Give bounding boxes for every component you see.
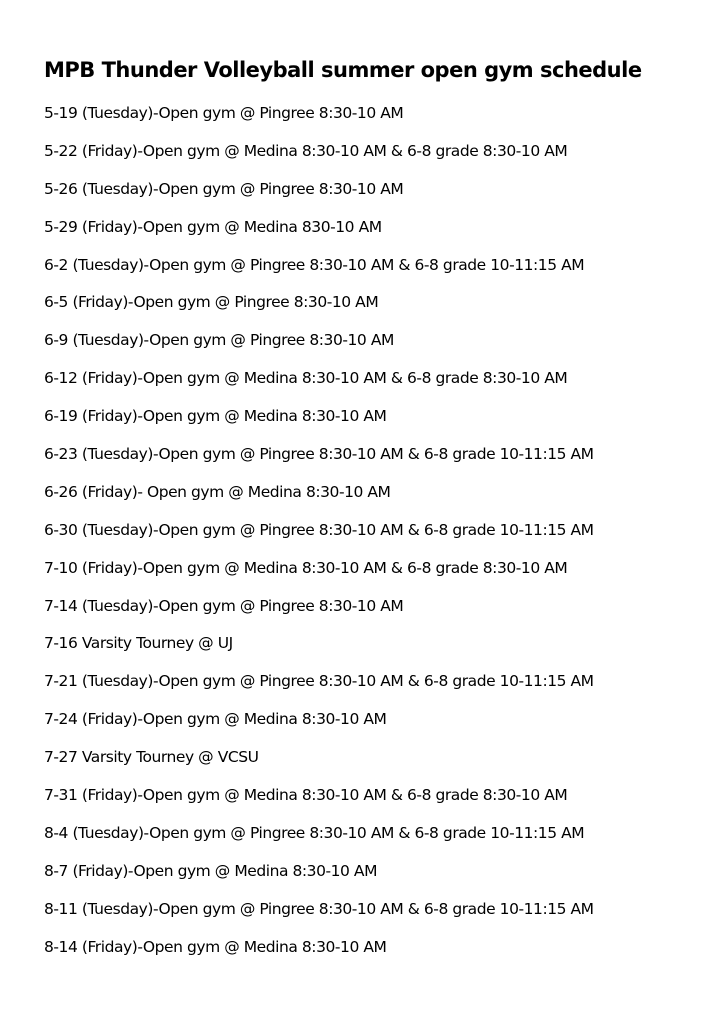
schedule-entry: 5-29 (Friday)-Open gym @ Medina 830-10 AM bbox=[44, 217, 382, 236]
schedule-entry: 8-11 (Tuesday)-Open gym @ Pingree 8:30-10 AM & 6-8 grade 10-11:15 AM bbox=[44, 899, 594, 918]
schedule-entry: 5-19 (Tuesday)-Open gym @ Pingree 8:30-10 AM bbox=[44, 104, 404, 122]
schedule-entry: 7-10 (Friday)-Open gym @ Medina 8:30-10 AM & 6-8 grade 8:30-10 AM bbox=[44, 558, 568, 577]
schedule-entry: 8-14 (Friday)-Open gym @ Medina 8:30-10 AM bbox=[44, 937, 387, 956]
schedule-entry: 7-31 (Friday)-Open gym @ Medina 8:30-10 AM & 6-8 grade 8:30-10 AM bbox=[44, 786, 568, 805]
schedule-entry: 7-21 (Tuesday)-Open gym @ Pingree 8:30-10 AM & 6-8 grade 10-11:15 AM bbox=[44, 672, 594, 691]
schedule-entry: 8-4 (Tuesday)-Open gym @ Pingree 8:30-10 AM & 6-8 grade 10-11:15 AM bbox=[44, 823, 585, 842]
schedule-entry: 6-12 (Friday)-Open gym @ Medina 8:30-10 AM & 6-8 grade 8:30-10 AM bbox=[44, 369, 568, 388]
schedule-list bbox=[44, 101, 594, 972]
schedule-entry: 6-23 (Tuesday)-Open gym @ Pingree 8:30-10 AM & 6-8 grade 10-11:15 AM bbox=[44, 445, 594, 464]
schedule-entry: 6-19 (Friday)-Open gym @ Medina 8:30-10 AM bbox=[44, 407, 387, 426]
page-title: MPB Thunder Volleyball summer open gym schedule bbox=[44, 58, 642, 82]
schedule-entry: 5-22 (Friday)-Open gym @ Medina 8:30-10 AM & 6-8 grade 8:30-10 AM bbox=[44, 141, 568, 160]
schedule-entry: 8-7 (Friday)-Open gym @ Medina 8:30-10 AM bbox=[44, 861, 378, 880]
schedule-entry: 7-14 (Tuesday)-Open gym @ Pingree 8:30-10 AM bbox=[44, 596, 404, 615]
schedule-entry: 6-30 (Tuesday)-Open gym @ Pingree 8:30-10 AM & 6-8 grade 10-11:15 AM bbox=[44, 520, 594, 539]
schedule-entry: 7-16 Varsity Tourney @ UJ bbox=[44, 634, 233, 653]
schedule-entry: 6-26 (Friday)- Open gym @ Medina 8:30-10 AM bbox=[44, 482, 391, 501]
schedule-entry: 5-26 (Tuesday)-Open gym @ Pingree 8:30-10 AM bbox=[44, 179, 404, 198]
schedule-entry: 6-2 (Tuesday)-Open gym @ Pingree 8:30-10 AM & 6-8 grade 10-11:15 AM bbox=[44, 255, 585, 274]
schedule-entry: 7-24 (Friday)-Open gym @ Medina 8:30-10 AM bbox=[44, 710, 387, 729]
schedule-entry: 7-27 Varsity Tourney @ VCSU bbox=[44, 748, 259, 767]
schedule-entry: 6-9 (Tuesday)-Open gym @ Pingree 8:30-10 AM bbox=[44, 331, 394, 350]
schedule-entry: 6-5 (Friday)-Open gym @ Pingree 8:30-10 AM bbox=[44, 293, 379, 312]
